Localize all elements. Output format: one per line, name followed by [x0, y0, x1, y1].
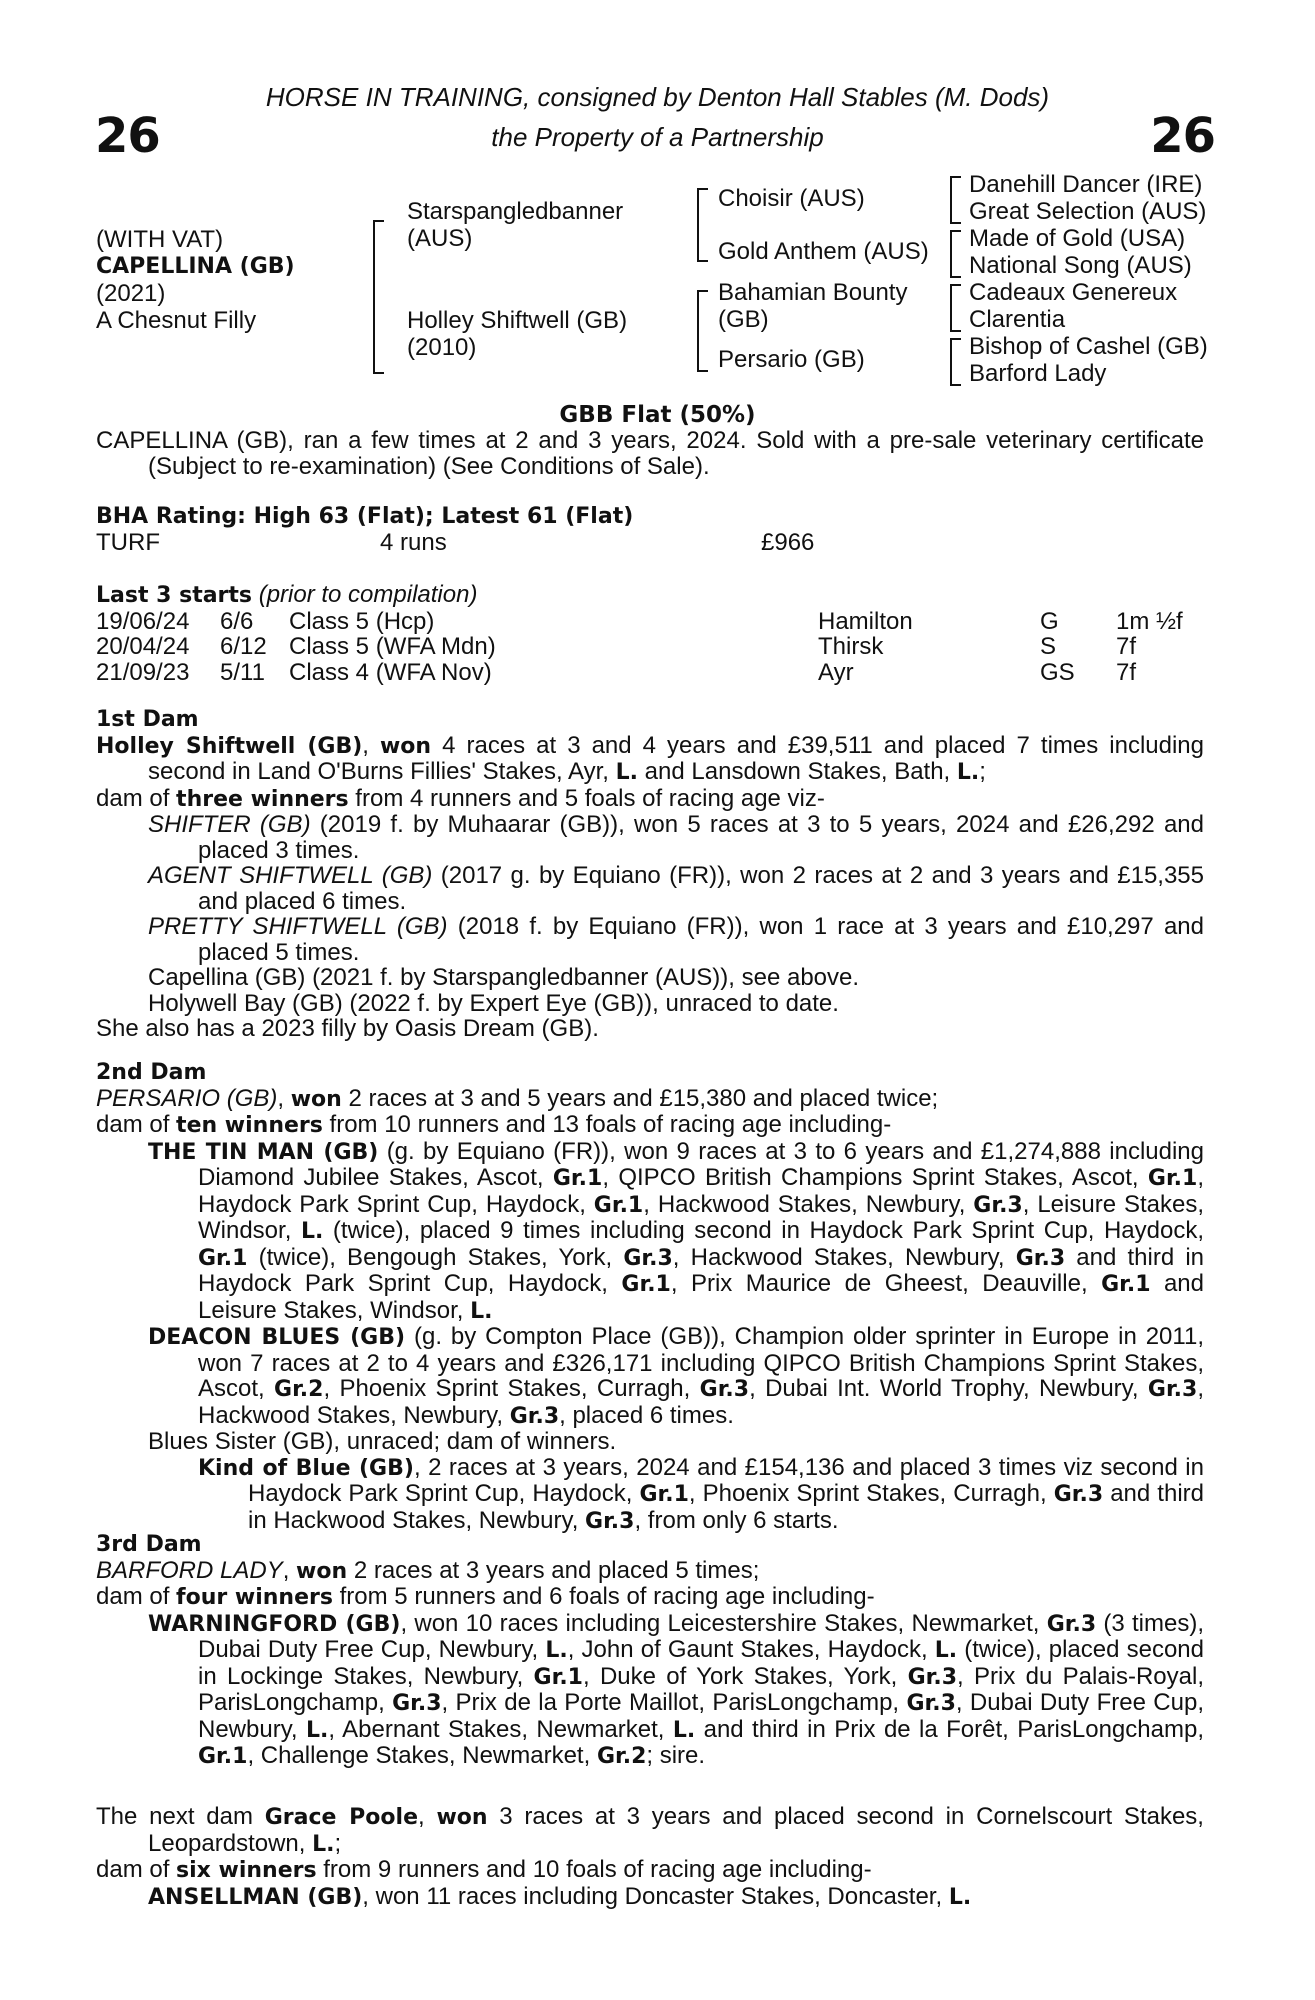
- race-grade: Gr.1: [198, 1744, 248, 1769]
- brace-g4: [950, 338, 961, 386]
- horse-year: (2021): [96, 280, 166, 307]
- race-text: , John of Gaunt Stakes, Haydock,: [567, 1636, 935, 1663]
- start-row: [96, 660, 1204, 686]
- header-consignor: HORSE IN TRAINING, consigned by Denton Hall Stables (M. Dods): [265, 82, 1050, 112]
- ancestor-8: Barford Lady: [969, 360, 1107, 387]
- produce-holywell-bay: Holywell Bay (GB) (2022 f. by Expert Eye (GB)), unraced to date.: [148, 989, 839, 1017]
- ancestor-6: Clarentia: [969, 306, 1066, 333]
- produce-item: PRETTY SHIFTWELL (GB) (2018 f. by Equiano (FR)), won 1 race at 3 years and £10,297 and placed 5 times.: [148, 913, 1204, 966]
- ancestor-5: Cadeaux Genereux: [969, 279, 1178, 306]
- race-text: , won 10 races including Leicestershire Stakes, Newmarket,: [400, 1609, 1047, 1637]
- race-text: , Phoenix Sprint Stakes, Curragh,: [688, 1480, 1054, 1507]
- sire-sire: Choisir (AUS): [718, 185, 865, 212]
- race-grade: Gr.3: [623, 1245, 673, 1271]
- race-grade: L.: [306, 1717, 329, 1743]
- race-text: , Hackwood Stakes, Newbury,: [672, 1243, 1016, 1271]
- race-text: (g. by Equiano (FR)), won 9 races at 3 to 6 years and £1,274,888 including Diamond Jubilee Stakes, Ascot,: [198, 1137, 1204, 1191]
- race-grade: L.: [934, 1638, 958, 1663]
- race-grade: Gr.3: [906, 1691, 956, 1716]
- start-course: Ayr: [818, 658, 854, 686]
- race-text: , Dubai Duty Free Cup, Newbury,: [198, 1689, 1204, 1743]
- third-dam-section: [96, 1532, 1204, 1770]
- start-pos: 6/12: [220, 633, 267, 660]
- race-grade: Gr.3: [1147, 1377, 1198, 1402]
- race-text: , Abernant Stakes, Newmarket,: [328, 1715, 673, 1743]
- start-race: Class 5 (Hcp): [289, 607, 435, 635]
- rating-runs: 4 runs: [380, 528, 447, 556]
- race-text: , from only 6 starts.: [634, 1506, 839, 1534]
- second-dam-record: PERSARIO (GB), won 2 races at 3 and 5 years and £15,380 and placed twice;: [96, 1084, 939, 1112]
- race-grade: Gr.1: [1147, 1166, 1198, 1191]
- race-text: ; sire.: [646, 1742, 706, 1769]
- race-grade: Gr.3: [1046, 1611, 1097, 1637]
- race-grade: L.: [300, 1219, 324, 1244]
- produce-blues-sister: Blues Sister (GB), unraced; dam of winners.: [148, 1428, 617, 1455]
- brace-g3: [950, 284, 961, 332]
- second-dam-produce-summary: dam of ten winners from 10 runners and 13 foals of racing age including-: [96, 1111, 892, 1138]
- race-text: , Prix du Palais-Royal, ParisLongchamp,: [198, 1662, 1204, 1716]
- brace-g2: [950, 230, 961, 278]
- horse-vat: (WITH VAT): [96, 226, 224, 253]
- race-text: (twice), placed 9 times including second in Haydock Park Sprint Cup, Haydock,: [323, 1217, 1205, 1244]
- race-grade: Gr.3: [907, 1664, 958, 1690]
- start-pos: 5/11: [220, 658, 265, 686]
- sire-line1: Starspangledbanner: [407, 198, 624, 225]
- next-dam-produce-summary: dam of six winners from 9 runners and 10 foals of racing age including-: [96, 1856, 872, 1883]
- first-dam-filly-note: She also has a 2023 filly by Oasis Dream (GB).: [96, 1015, 599, 1042]
- third-dam-heading: 3rd Dam: [96, 1532, 202, 1557]
- intro-paragraph: [96, 428, 1204, 479]
- race-grade: Gr.3: [392, 1691, 442, 1716]
- race-grade: Gr.1: [621, 1272, 671, 1297]
- third-dam-produce-summary: dam of four winners from 5 runners and 6 foals of racing age including-: [96, 1583, 875, 1610]
- ancestor-2: Great Selection (AUS): [969, 198, 1207, 225]
- race-grade: Gr.1: [639, 1482, 689, 1507]
- first-dam-section: [96, 707, 1204, 1042]
- produce-item: SHIFTER (GB) (2019 f. by Muhaarar (GB)), won 5 races at 3 to 5 years, 2024 and £26,292 and placed 3 times.: [148, 811, 1204, 864]
- race-text: , Dubai Int. World Trophy, Newbury,: [749, 1375, 1148, 1402]
- first-dam-produce-summary: dam of three winners from 4 runners and 5 foals of racing age viz-: [96, 784, 825, 812]
- race-text: , placed 6 times.: [559, 1401, 734, 1429]
- produce-the-tin-man: THE TIN MAN (GB) (g. by Equiano (FR)), won 9 races at 3 to 6 years and £1,274,888 including Diamond Jubilee Stakes, Ascot, Gr.1, QIPCO British Champions Sprint Stakes, Ascot, Gr.1, Haydock Park Sprint Cup, Haydock, Gr.1, Hackwood Stakes, Newbury, Gr.3, Leisure Stakes, Windsor, L. (twice), placed 9 times including second in Haydock Park Sprint Cup, Haydock, Gr.1 (twice), Bengough Stakes, York, Gr.3, Hackwood Stakes, Newbury, Gr.3 and third in Haydock Park Sprint Cup, Haydock, Gr.1, Prix Maurice de Gheest, Deauville, Gr.1 and Leisure Stakes, Windsor, L.: [148, 1137, 1205, 1324]
- next-dam-section: [96, 1804, 1204, 1910]
- lot-number-right: 26: [1150, 108, 1215, 164]
- produce-item: AGENT SHIFTWELL (GB) (2017 g. by Equiano (FR)), won 2 races at 2 and 3 years and £15,355 and placed 6 times.: [148, 862, 1205, 915]
- race-grade: Gr.1: [198, 1245, 248, 1271]
- start-dist: 7f: [1116, 633, 1137, 660]
- next-dam-record: The next dam Grace Poole, won 3 races at 3 years and placed second in Cornelscourt Stakes, Leopardstown, L.;: [96, 1803, 1204, 1857]
- first-dam-heading: 1st Dam: [96, 707, 199, 732]
- race-text: , Haydock Park Sprint Cup, Haydock,: [198, 1164, 1204, 1218]
- race-grade: Gr.3: [509, 1403, 560, 1429]
- start-date: 20/04/24: [96, 633, 190, 660]
- race-text: and third in Hackwood Stakes, Newbury,: [248, 1480, 1204, 1534]
- race-grade: L.: [470, 1298, 493, 1324]
- start-course: Hamilton: [818, 607, 913, 635]
- race-grade: Gr.3: [699, 1377, 750, 1402]
- race-text: (3 times), Dubai Duty Free Cup, Newbury,: [198, 1609, 1205, 1663]
- race-text: , 2 races at 3 years, 2024 and £154,136 and placed 3 times viz second in Haydock Park Sprint Cup, Haydock,: [248, 1453, 1204, 1507]
- rating-earnings: £966: [761, 528, 815, 556]
- race-text: , Challenge Stakes, Newmarket,: [247, 1742, 597, 1769]
- brace-gen1: [373, 220, 384, 374]
- produce-warningford: WARNINGFORD (GB), won 10 races including Leicestershire Stakes, Newmarket, Gr.3 (3 times), Dubai Duty Free Cup, Newbury, L., John of Gaunt Stakes, Haydock, L. (twice), placed second in Lockinge Stakes, Newbury, Gr.1, Duke of York Stakes, York, Gr.3, Prix du Palais-Royal, ParisLongchamp, Gr.3, Prix de la Porte Maillot, ParisLongchamp, Gr.3, Dubai Duty Free Cup, Newbury, L., Abernant Stakes, Newmarket, L. and third in Prix de la Forêt, ParisLongchamp, Gr.1, Challenge Stakes, Newmarket, Gr.2; sire.: [148, 1609, 1205, 1769]
- race-grade: Gr.1: [593, 1192, 644, 1218]
- dam-line1: Holley Shiftwell (GB): [407, 307, 628, 334]
- horse-name: CAPELLINA (GB): [96, 254, 295, 279]
- start-going: GS: [1040, 658, 1075, 686]
- third-dam-record: BARFORD LADY, won 2 races at 3 years and placed 5 times;: [96, 1556, 760, 1584]
- race-grade: L.: [545, 1638, 568, 1663]
- ancestor-7: Bishop of Cashel (GB): [969, 333, 1208, 360]
- start-dist: 7f: [1116, 658, 1137, 686]
- race-text: (g. by Compton Place (GB)), Champion older sprinter in Europe in 2011, won 7 races at 2 to 4 years and £326,171 including QIPCO British Champions Sprint Stakes, Ascot,: [198, 1323, 1204, 1402]
- race-text: , Hackwood Stakes, Newbury,: [198, 1375, 1204, 1429]
- brace-sire: [697, 188, 708, 262]
- horse-description: A Chesnut Filly: [96, 307, 257, 334]
- start-row: [96, 634, 1204, 660]
- first-dam-record: Holley Shiftwell (GB), won 4 races at 3 and 4 years and £39,511 and placed 7 times including second in Land O'Burns Fillies' Stakes, Ayr, L. and Lansdown Stakes, Bath, L.;: [96, 731, 1205, 785]
- start-date: 19/06/24: [96, 607, 190, 635]
- race-grade: Gr.1: [552, 1166, 603, 1191]
- start-going: S: [1040, 633, 1057, 660]
- race-grade: Gr.2: [596, 1744, 647, 1769]
- race-grade: Gr.3: [1053, 1482, 1104, 1507]
- race-grade: Gr.3: [585, 1508, 635, 1534]
- race-text: and third in Prix de la Forêt, ParisLongchamp,: [695, 1715, 1204, 1743]
- race-text: , Prix de la Porte Maillot, ParisLongchamp,: [441, 1689, 907, 1716]
- second-dam-section: [96, 1060, 1204, 1534]
- race-text: and Leisure Stakes, Windsor,: [198, 1270, 1204, 1324]
- second-dam-heading: 2nd Dam: [96, 1060, 207, 1085]
- race-text: and third in Haydock Park Sprint Cup, Haydock,: [198, 1243, 1204, 1297]
- race-grade: Gr.3: [973, 1192, 1023, 1218]
- sire-dam: Gold Anthem (AUS): [718, 238, 929, 265]
- start-race: Class 4 (WFA Nov): [289, 658, 492, 686]
- race-grade: Gr.2: [274, 1377, 324, 1402]
- start-pos: 6/6: [220, 607, 254, 635]
- race-grade: Gr.3: [1015, 1245, 1066, 1271]
- rating-surface: TURF: [96, 528, 160, 556]
- race-text: , Prix Maurice de Gheest, Deauville,: [670, 1270, 1102, 1297]
- start-race: Class 5 (WFA Mdn): [289, 633, 496, 660]
- brace-g1: [950, 176, 961, 224]
- header-property: the Property of a Partnership: [491, 122, 824, 152]
- produce-capellina: Capellina (GB) (2021 f. by Starspangledbanner (AUS)), see above.: [148, 964, 860, 991]
- brace-dam: [697, 290, 708, 372]
- start-row: [96, 609, 1204, 635]
- race-grade: L.: [672, 1717, 696, 1743]
- ancestor-3: Made of Gold (USA): [969, 225, 1186, 252]
- last-starts-section: [96, 582, 1204, 685]
- dam-sire-line2: (GB): [718, 306, 769, 333]
- rating-section: [96, 504, 1204, 555]
- sire-line2: (AUS): [407, 225, 473, 252]
- rating-heading: BHA Rating: High 63 (Flat); Latest 61 (Flat): [96, 504, 634, 529]
- start-going: G: [1040, 607, 1059, 635]
- race-grade: Gr.1: [1101, 1272, 1151, 1297]
- race-text: , QIPCO British Champions Sprint Stakes, Ascot,: [602, 1164, 1148, 1191]
- race-text: (twice), placed second in Lockinge Stakes, Newbury,: [198, 1636, 1204, 1690]
- race-grade: Gr.1: [533, 1664, 583, 1690]
- dam-sire-line1: Bahamian Bounty: [718, 279, 908, 306]
- produce-kind-of-blue: Kind of Blue (GB), 2 races at 3 years, 2024 and £154,136 and placed 3 times viz second in Haydock Park Sprint Cup, Haydock, Gr.1, Phoenix Sprint Stakes, Curragh, Gr.3 and third in Hackwood Stakes, Newbury, Gr.3, from only 6 starts.: [198, 1453, 1204, 1534]
- lot-number-left: 26: [95, 108, 160, 164]
- start-course: Thirsk: [818, 633, 884, 660]
- intro-name: CAPELLINA (GB): [96, 427, 288, 454]
- dam-line2: (2010): [407, 334, 477, 361]
- race-text: , Duke of York Stakes, York,: [582, 1662, 908, 1690]
- race-text: , Leisure Stakes, Windsor,: [198, 1190, 1205, 1244]
- race-text: , Hackwood Stakes, Newbury,: [643, 1190, 974, 1218]
- produce-deacon-blues: DEACON BLUES (GB) (g. by Compton Place (GB)), Champion older sprinter in Europe in 2011, won 7 races at 2 to 4 years and £326,171 including QIPCO British Champions Sprint Stakes, Ascot, Gr.2, Phoenix Sprint Stakes, Curragh, Gr.3, Dubai Int. World Trophy, Newbury, Gr.3, Hackwood Stakes, Newbury, Gr.3, placed 6 times.: [148, 1323, 1204, 1429]
- ancestor-4: National Song (AUS): [969, 252, 1192, 279]
- race-text: , Phoenix Sprint Stakes, Curragh,: [323, 1375, 700, 1402]
- start-date: 21/09/23: [96, 658, 190, 686]
- starts-note: (prior to compilation): [258, 581, 478, 608]
- ancestor-1: Danehill Dancer (IRE): [969, 171, 1203, 198]
- race-text: (twice), Bengough Stakes, York,: [247, 1243, 624, 1271]
- category-heading: GBB Flat (50%): [559, 402, 756, 428]
- starts-heading: Last 3 starts: [96, 583, 253, 608]
- dam-dam: Persario (GB): [718, 346, 865, 373]
- start-dist: 1m ½f: [1116, 607, 1183, 635]
- intro-text: , ran a few times at 2 and 3 years, 2024. Sold with a pre-sale veterinary certificate (Subject to re-examination) (See Conditions of Sale).: [148, 427, 1205, 480]
- produce-ansellman: ANSELLMAN (GB), won 11 races including Doncaster Stakes, Doncaster, L.: [148, 1882, 972, 1910]
